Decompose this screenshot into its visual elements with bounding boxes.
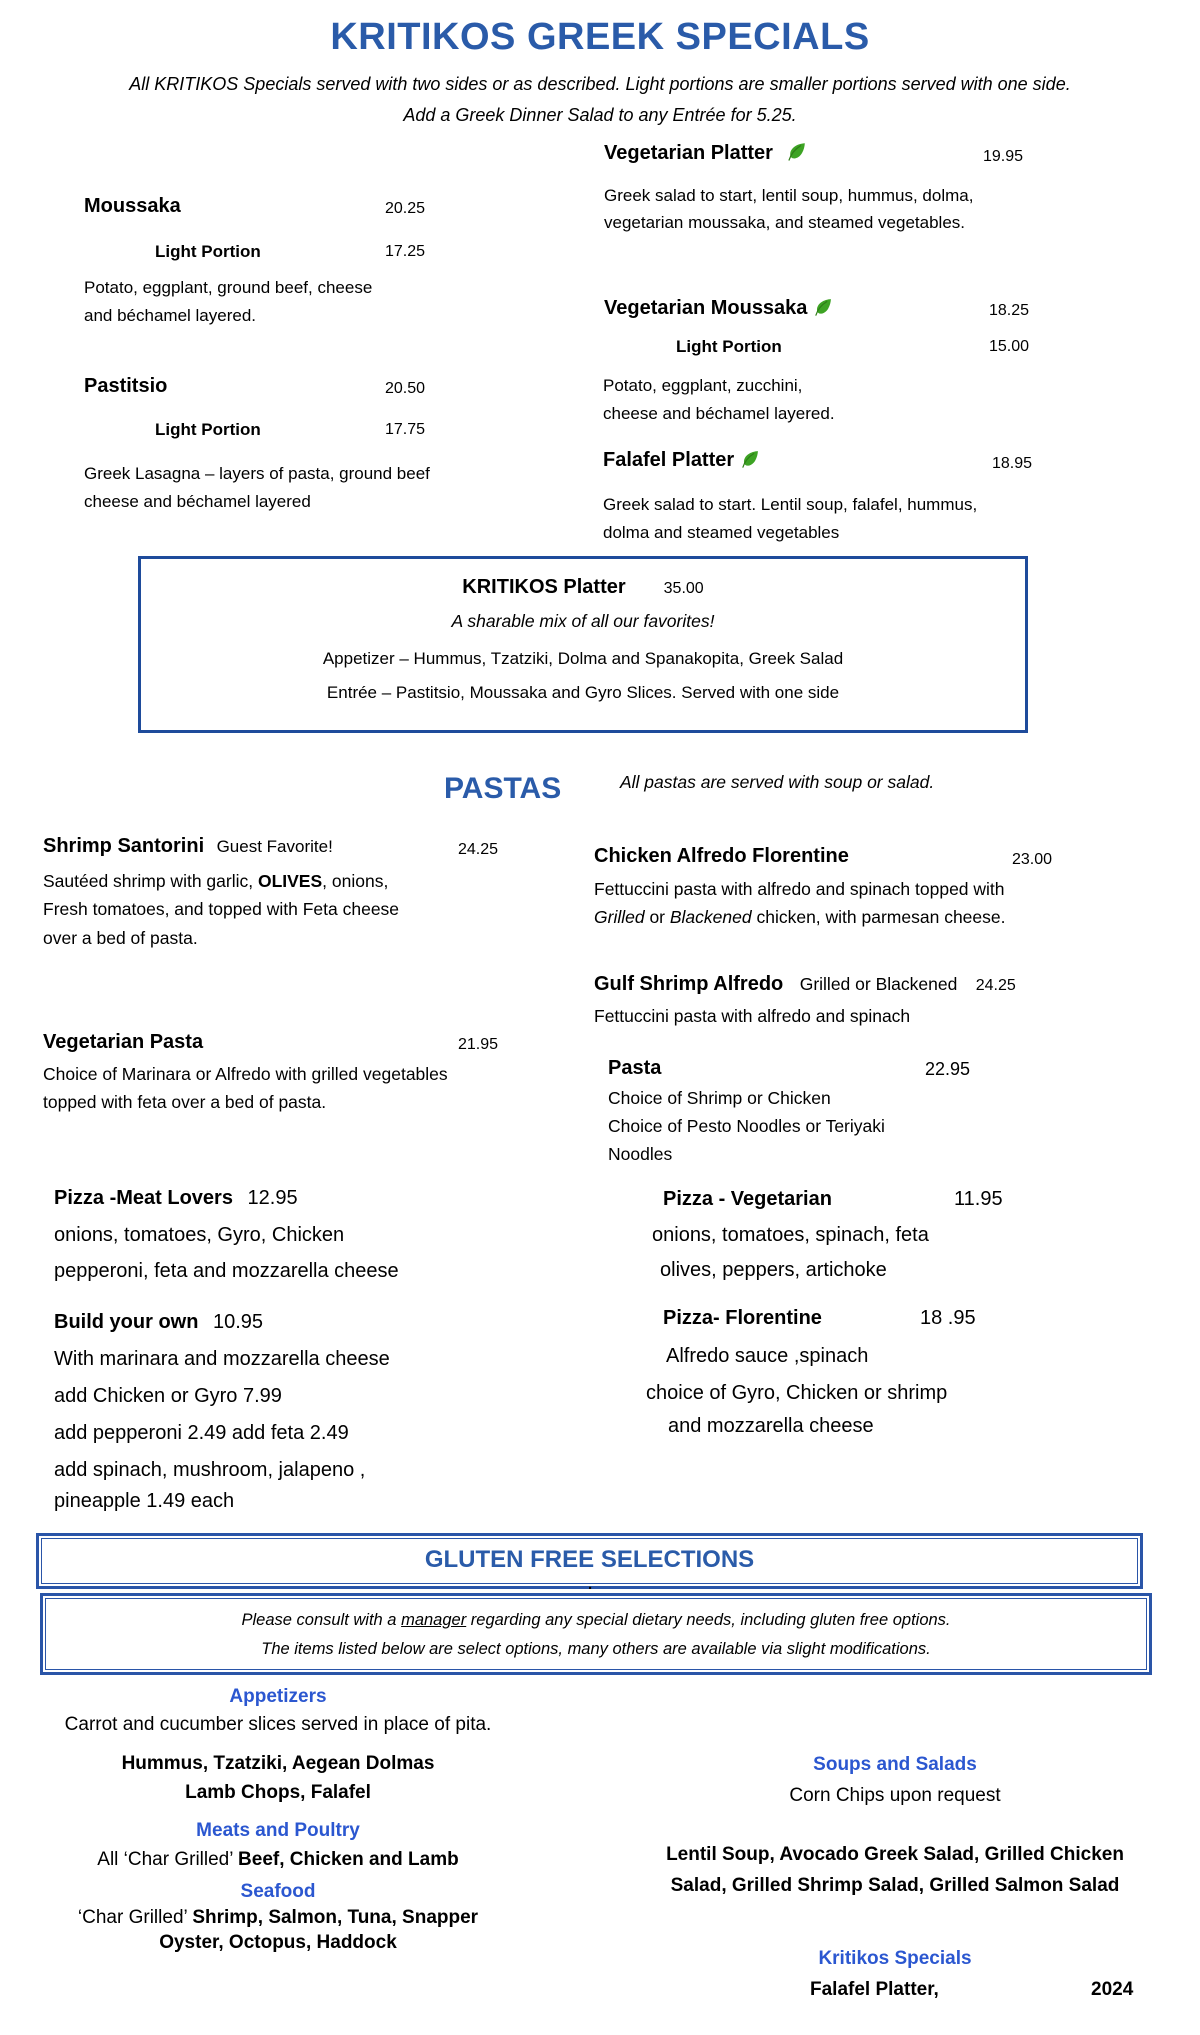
gluten-free-note-2: The items listed below are select options, many others are available via slight modifications. xyxy=(261,1640,931,1658)
menu-item-desc: Sautéed shrimp with garlic, OLIVES, onions, xyxy=(43,871,389,891)
menu-item-name: KRITIKOS Platter 35.00 xyxy=(462,576,704,598)
menu-item-price: 12.95 xyxy=(247,1187,298,1209)
gluten-free-note-1: Please consult with a manager regarding any special dietary needs, including gluten free options. xyxy=(241,1611,951,1629)
seafood-items: Oyster, Octopus, Haddock xyxy=(159,1932,397,1953)
kritikos-specials-year: 2024 xyxy=(1091,1979,1134,2000)
menu-item-desc: Appetizer – Hummus, Tzatziki, Dolma and Spanakopita, Greek Salad xyxy=(322,649,844,668)
menu-item-tagline: A sharable mix of all our favorites! xyxy=(451,611,715,631)
menu-item-desc: and béchamel layered. xyxy=(84,306,257,325)
soups-note: Corn Chips upon request xyxy=(789,1785,1001,1806)
soups-items: Salad, Grilled Shrimp Salad, Grilled Salmon Salad xyxy=(670,1875,1120,1896)
menu-item-name: Pizza - Vegetarian xyxy=(663,1188,832,1210)
intro-line-1: All KRITIKOS Specials served with two sides or as described. Light portions are smaller portions served with one side. xyxy=(129,74,1071,94)
meats-items: All ‘Char Grilled’ Beef, Chicken and Lamb xyxy=(97,1849,459,1870)
menu-item-price: 18.95 xyxy=(992,455,1033,472)
menu-item-price: 21.95 xyxy=(458,1036,499,1053)
menu-item-name: Vegetarian Pasta xyxy=(43,1031,204,1053)
leaf-icon xyxy=(740,449,760,469)
menu-item-name: Pizza- Florentine xyxy=(663,1307,822,1329)
menu-item-name: Pasta xyxy=(608,1057,662,1079)
section-heading-kritikos-specials: Kritikos Specials xyxy=(818,1948,972,1969)
menu-item-desc: Choice of Pesto Noodles or Teriyaki xyxy=(608,1116,885,1136)
section-heading-pastas: PASTAS xyxy=(444,772,562,805)
menu-item-tag: Guest Favorite! xyxy=(216,837,333,856)
section-heading-meats: Meats and Poultry xyxy=(196,1820,360,1841)
leaf-icon xyxy=(786,141,807,162)
light-portion-label: Light Portion xyxy=(676,337,782,356)
menu-item-desc: onions, tomatoes, spinach, feta xyxy=(652,1224,929,1246)
menu-item-name: Vegetarian Platter xyxy=(604,141,807,166)
menu-item-name: Build your own 10.95 xyxy=(54,1311,264,1333)
section-heading-gluten-free: GLUTEN FREE SELECTIONS xyxy=(424,1546,755,1573)
menu-item-desc: Fettuccini pasta with alfredo and spinach xyxy=(594,1006,911,1026)
light-portion-label: Light Portion xyxy=(155,242,261,261)
menu-item-name: Chicken Alfredo Florentine xyxy=(594,845,849,867)
section-heading-soups: Soups and Salads xyxy=(813,1754,977,1775)
gluten-free-note-box xyxy=(40,1593,1152,1675)
menu-item-desc: add spinach, mushroom, jalapeno , xyxy=(54,1459,366,1481)
menu-item-price: 24.25 xyxy=(458,841,499,858)
menu-item-name: Pastitsio xyxy=(84,375,168,397)
menu-item-price: 18 .95 xyxy=(920,1307,976,1329)
menu-item-price: 22.95 xyxy=(925,1059,971,1079)
menu-item-name: Pizza -Meat Lovers 12.95 xyxy=(54,1187,298,1209)
menu-item-price: 20.50 xyxy=(385,380,426,397)
menu-item-desc: Greek salad to start. Lentil soup, falafel, hummus, xyxy=(603,495,978,514)
menu-item-price: 18.25 xyxy=(989,302,1030,319)
menu-item-price: 35.00 xyxy=(663,580,704,597)
menu-item-desc: over a bed of pasta. xyxy=(43,928,198,948)
menu-item-desc: Fresh tomatoes, and topped with Feta cheese xyxy=(43,899,400,919)
menu-item-price: 24.25 xyxy=(975,977,1016,994)
menu-item-tag: Grilled or Blackened xyxy=(799,974,958,994)
stray-dot: . xyxy=(588,1576,593,1593)
page-title: KRITIKOS GREEK SPECIALS xyxy=(330,16,870,58)
appetizers-items: Lamb Chops, Falafel xyxy=(185,1782,371,1803)
menu-item-price: 11.95 xyxy=(954,1188,1003,1210)
seafood-items: ‘Char Grilled’ Shrimp, Salmon, Tuna, Snapper xyxy=(77,1907,479,1928)
menu-item-desc: onions, tomatoes, Gyro, Chicken xyxy=(54,1224,345,1246)
menu-item-price: 23.00 xyxy=(1012,851,1053,868)
section-heading-appetizers: Appetizers xyxy=(229,1686,327,1707)
menu-item-desc: dolma and steamed vegetables xyxy=(603,523,840,542)
menu-item-name: Falafel Platter xyxy=(603,448,760,473)
menu-item-name: Shrimp Santorini Guest Favorite! xyxy=(43,835,333,857)
menu-item-desc: and mozzarella cheese xyxy=(668,1415,874,1437)
menu-item-price: 20.25 xyxy=(385,200,426,217)
menu-item-desc: cheese and béchamel layered xyxy=(84,492,311,511)
menu-item-desc: Entrée – Pastitsio, Moussaka and Gyro Slices. Served with one side xyxy=(326,683,840,702)
menu-item-desc: vegetarian moussaka, and steamed vegetables. xyxy=(604,213,966,232)
menu-item-desc: Greek Lasagna – layers of pasta, ground beef xyxy=(84,464,430,483)
menu-item-desc: add Chicken or Gyro 7.99 xyxy=(54,1385,282,1407)
kritikos-platter-box xyxy=(138,556,1028,733)
menu-item-desc: Grilled or Blackened chicken, with parmesan cheese. xyxy=(594,907,1006,927)
menu-item-desc: choice of Gyro, Chicken or shrimp xyxy=(646,1382,948,1404)
light-portion-price: 17.25 xyxy=(385,243,426,260)
menu-item-name: Gulf Shrimp Alfredo Grilled or Blackened 24.25 xyxy=(594,973,1016,995)
menu-item-desc: Alfredo sauce ,spinach xyxy=(666,1345,869,1367)
menu-item-desc: Greek salad to start, lentil soup, hummus, dolma, xyxy=(604,186,974,205)
light-portion-price: 17.75 xyxy=(385,421,426,438)
light-portion-price: 15.00 xyxy=(989,338,1030,355)
menu-item-desc: olives, peppers, artichoke xyxy=(660,1259,887,1281)
menu-item-name: Vegetarian Moussaka xyxy=(604,296,833,321)
menu-item-desc: Fettuccini pasta with alfredo and spinach topped with xyxy=(594,879,1005,899)
section-heading-seafood: Seafood xyxy=(240,1881,316,1902)
pastas-note: All pastas are served with soup or salad. xyxy=(620,772,935,792)
menu-item-price: 19.95 xyxy=(983,148,1024,165)
menu-item-price: 10.95 xyxy=(213,1311,264,1333)
menu-item-name: Moussaka xyxy=(84,195,181,217)
menu-item-desc: Potato, eggplant, ground beef, cheese xyxy=(84,278,373,297)
menu-item-desc: cheese and béchamel layered. xyxy=(603,404,835,423)
menu-item-desc: pineapple 1.49 each xyxy=(54,1490,235,1512)
menu-item-desc: With marinara and mozzarella cheese xyxy=(54,1348,390,1370)
appetizers-items: Hummus, Tzatziki, Aegean Dolmas xyxy=(121,1753,435,1774)
menu-item-desc: Potato, eggplant, zucchini, xyxy=(603,376,803,395)
soups-items: Lentil Soup, Avocado Greek Salad, Grilled Chicken xyxy=(666,1844,1124,1865)
kritikos-specials-item: Falafel Platter, xyxy=(810,1979,939,2000)
menu-item-desc: Choice of Shrimp or Chicken xyxy=(608,1088,831,1108)
menu-item-desc: add pepperoni 2.49 add feta 2.49 xyxy=(54,1422,349,1444)
light-portion-label: Light Portion xyxy=(155,420,261,439)
menu-item-desc: Noodles xyxy=(608,1144,673,1164)
appetizers-note: Carrot and cucumber slices served in place of pita. xyxy=(64,1714,492,1735)
leaf-icon xyxy=(813,297,833,317)
menu-item-desc: Choice of Marinara or Alfredo with grilled vegetables xyxy=(43,1064,448,1084)
intro-line-2: Add a Greek Dinner Salad to any Entrée for 5.25. xyxy=(403,105,797,125)
menu-item-desc: pepperoni, feta and mozzarella cheese xyxy=(54,1260,399,1282)
menu-item-desc: topped with feta over a bed of pasta. xyxy=(43,1092,327,1112)
